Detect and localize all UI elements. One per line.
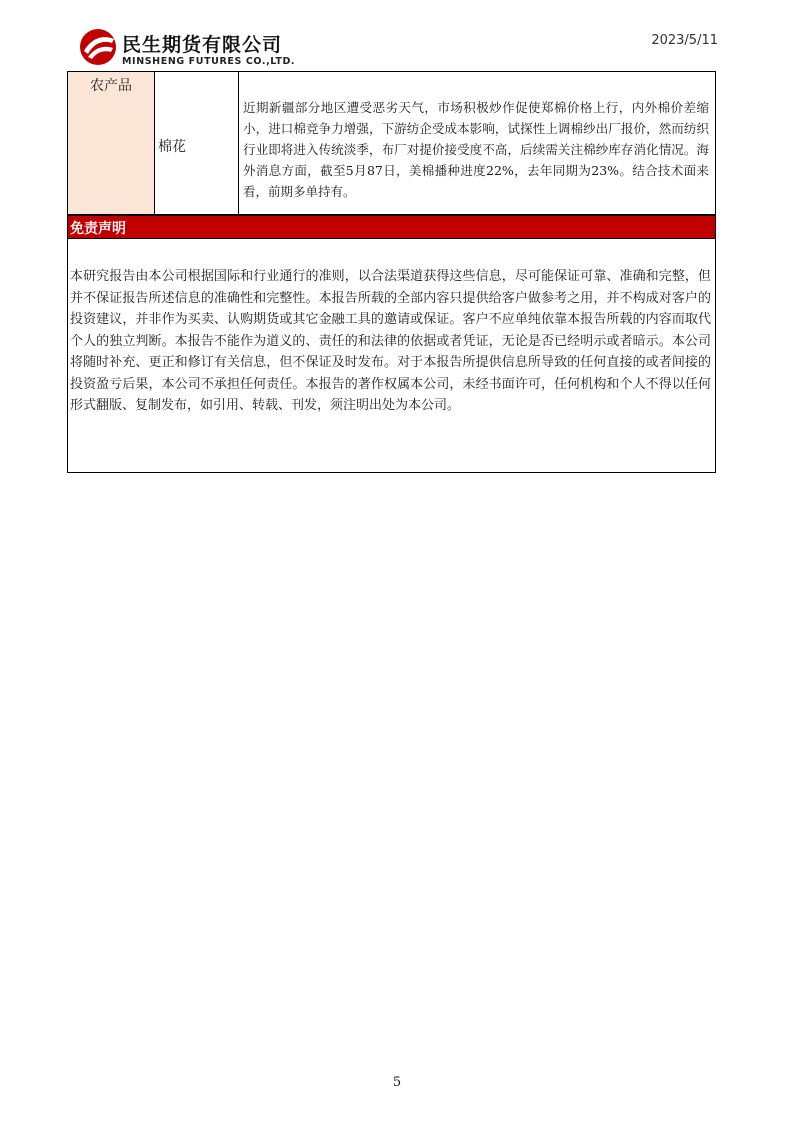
page-number: 5: [392, 1075, 402, 1090]
disclaimer-header: [67, 215, 716, 239]
company-name-cn: 民生期货有限公司: [122, 34, 283, 56]
category-label: 农产品: [90, 78, 132, 94]
minsheng-logo-icon: [78, 27, 118, 67]
report-date: 2023/5/11: [651, 33, 718, 48]
page-header: [0, 0, 794, 72]
commentary-cell: [239, 72, 715, 214]
commodity-table: [67, 71, 716, 215]
company-name-en: MINSHENG FUTURES CO.,LTD.: [122, 56, 296, 67]
product-label: 棉花: [158, 139, 186, 155]
disclaimer-title: 免责声明: [70, 221, 126, 237]
product-cell: [155, 72, 239, 214]
disclaimer-box: [67, 239, 716, 473]
category-cell: [68, 72, 155, 214]
commentary-text: 近期新疆部分地区遭受恶劣天气，市场积极炒作促使郑棉价格上行，内外棉价差缩小，进口棉竞争力增强，下游纺企受成本影响，试探性上调棉纱出厂报价，然而纺织行业即将进入传统淡季，布厂对提价接受度不高，后续需关注棉纱库存消化情况。海外消息方面，截至5月87日，美棉播种进度22%，去年同期为23%。结合技术面来看，前期多单持有。: [243, 100, 709, 199]
disclaimer-body: 本研究报告由本公司根据国际和行业通行的准则，以合法渠道获得这些信息，尽可能保证可靠、准确和完整，但并不保证报告所述信息的准确性和完整性。本报告所载的全部内容只提供给客户做参考之用，并不构成对客户的投资建议，并非作为买卖、认购期货或其它金融工具的邀请或保证。客户不应单纯依靠本报告所载的内容而取代个人的独立判断。本报告不能作为道义的、责任的和法律的依据或者凭证，无论是否已经明示或者暗示。本公司将随时补充、更正和修订有关信息，但不保证及时发布。对于本报告所提供信息所导致的任何直接的或者间接的投资盈亏后果，本公司不承担任何责任。本报告的著作权属本公司，未经书面许可，任何机构和个人不得以任何形式翻版、复制发布，如引用、转载、刊发，须注明出处为本公司。: [70, 269, 711, 413]
